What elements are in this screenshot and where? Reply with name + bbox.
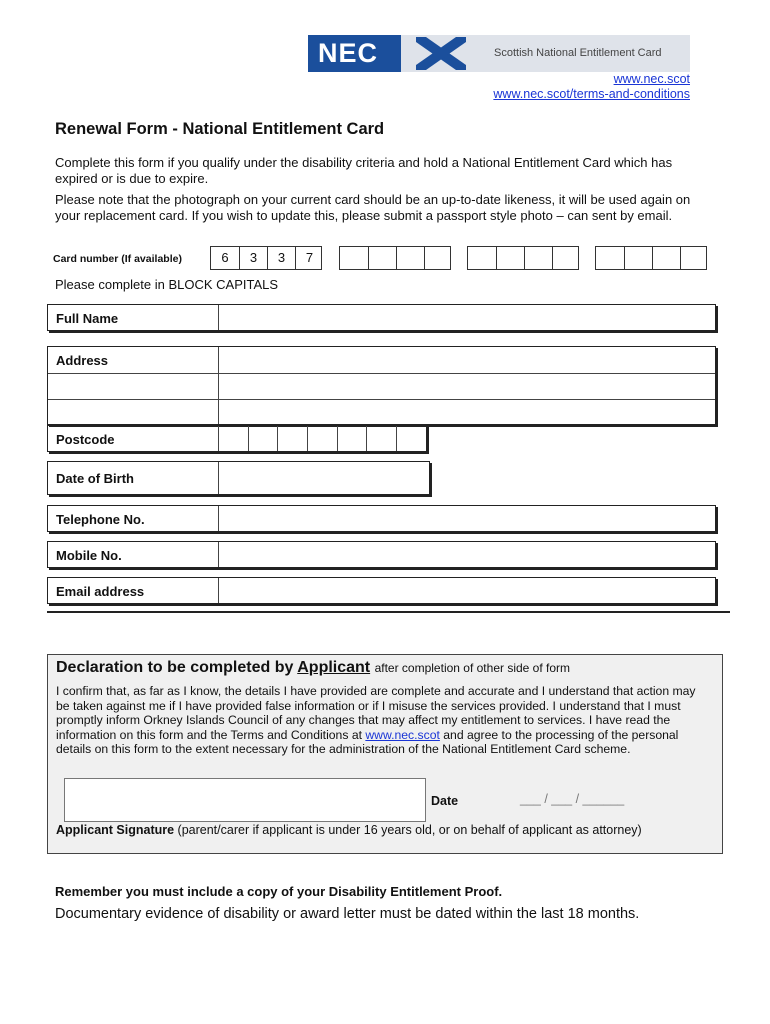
signature-note: (parent/carer if applicant is under 16 years old, or on behalf of applicant as attorney) <box>174 823 642 837</box>
declaration-title-prefix: Declaration to be completed by <box>56 659 298 676</box>
saltire-icon <box>416 37 466 70</box>
declaration-text <box>56 684 708 757</box>
mobile-field[interactable] <box>47 541 716 568</box>
address-line-3[interactable] <box>48 399 715 400</box>
email-label: Email address <box>48 578 219 603</box>
telephone-label: Telephone No. <box>48 506 219 531</box>
signature-caption <box>56 823 642 837</box>
address-label: Address <box>48 347 219 424</box>
date-input[interactable]: ___ / ___ / ______ <box>520 792 625 806</box>
card-number-group-3[interactable] <box>467 246 579 270</box>
signature-box[interactable] <box>64 778 426 822</box>
card-digit: 7 <box>305 250 314 265</box>
section-divider <box>47 611 730 613</box>
email-field[interactable] <box>47 577 716 604</box>
logo-text: Scottish National Entitlement Card <box>494 47 662 59</box>
terms-conditions-link[interactable]: www.nec.scot/terms-and-conditions <box>493 87 690 101</box>
address-field[interactable] <box>47 346 716 425</box>
card-digit: 3 <box>249 250 258 265</box>
declaration-nec-link[interactable]: www.nec.scot <box>365 727 440 742</box>
card-number-label: Card number (If available) <box>53 253 182 265</box>
photo-note-paragraph: Please note that the photograph on your current card should be an up-to-date likeness, it will be used again on your replacement card. If you wish to update this, please submit a passport style photo – can sent by email. <box>55 192 691 223</box>
date-label: Date <box>431 794 459 808</box>
declaration-section <box>47 654 723 854</box>
block-capitals-note: Please complete in BLOCK CAPITALS <box>55 277 279 292</box>
declaration-title-applicant: Applicant <box>297 659 371 676</box>
signature-label: Applicant Signature <box>56 823 175 837</box>
logo-brand: NEC <box>308 35 401 72</box>
card-number-group-4[interactable] <box>595 246 707 270</box>
declaration-body-end: and agree to the processing of the personal details on this form to the extent necessary for the administration of the National Entitlement Card scheme. <box>56 727 679 756</box>
postcode-field[interactable] <box>47 425 427 452</box>
page-title: Renewal Form - National Entitlement Card <box>55 120 385 138</box>
nec-logo <box>308 35 690 72</box>
card-number-prefix <box>210 246 322 270</box>
card-digit: 3 <box>277 250 286 265</box>
full-name-label: Full Name <box>48 305 219 330</box>
card-digit: 6 <box>221 250 229 265</box>
telephone-field[interactable] <box>47 505 716 532</box>
declaration-body-start: I confirm that, as far as I know, the details I have provided are complete and accurate and I understand that action may be taken against me if I have provided false information or if I misuse the services provided. I understand that I must promptly inform Orkney Islands Council of any changes that may affect my entitlement to services. I have read the information on this form and the Terms and Conditions at <box>56 684 696 742</box>
address-line-2[interactable] <box>48 373 715 374</box>
date-of-birth-field[interactable] <box>47 461 430 495</box>
intro-paragraph: Complete this form if you qualify under the disability criteria and hold a National Entitlement Card which has expired or is due to expire. <box>55 155 673 186</box>
declaration-title <box>56 659 570 677</box>
card-number-group-2[interactable] <box>339 246 451 270</box>
evidence-note: Documentary evidence of disability or award letter must be dated within the last 18 months. <box>55 906 640 922</box>
nec-website-link[interactable]: www.nec.scot <box>613 72 690 86</box>
remember-note: Remember you must include a copy of your Disability Entitlement Proof. <box>55 884 503 899</box>
declaration-title-suffix: after completion of other side of form <box>374 661 571 675</box>
mobile-label: Mobile No. <box>48 542 219 567</box>
postcode-label: Postcode <box>48 426 219 451</box>
dob-label: Date of Birth <box>48 462 219 494</box>
full-name-field[interactable] <box>47 304 716 331</box>
